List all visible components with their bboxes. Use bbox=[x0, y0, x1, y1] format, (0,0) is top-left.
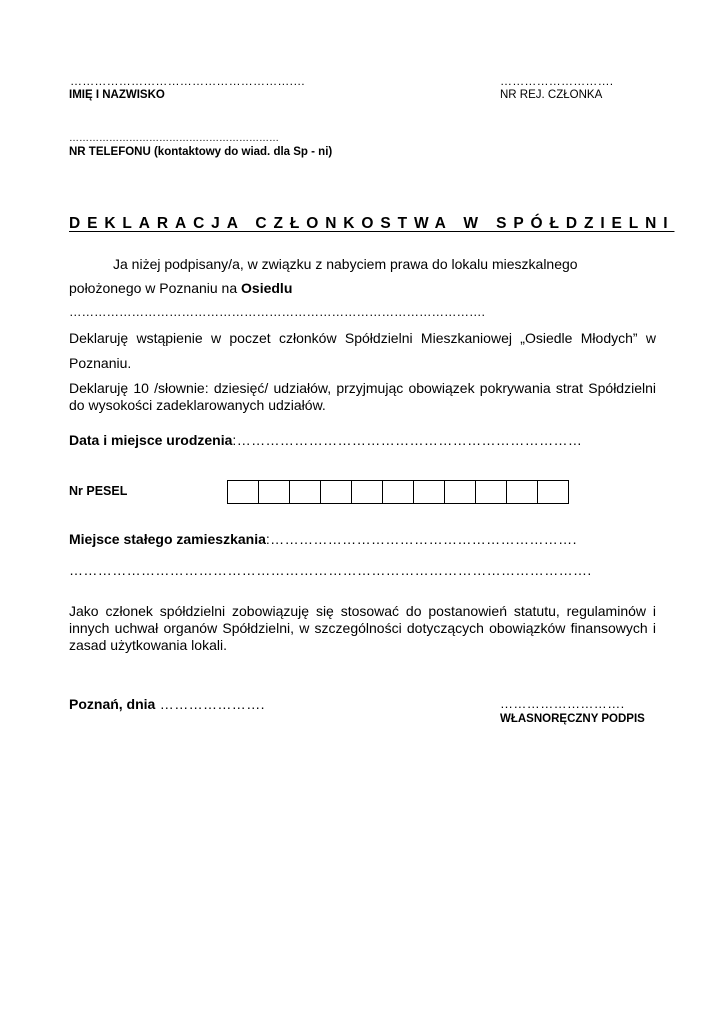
signature-dots-line: ………………………. bbox=[500, 696, 625, 711]
birth-label: Data i miejsce urodzenia bbox=[69, 432, 233, 448]
member-number-dots-line: ………………………. bbox=[500, 74, 614, 88]
pesel-digit-box[interactable] bbox=[321, 481, 352, 503]
intro-line-2-text: położonego w Poznaniu na bbox=[69, 280, 242, 296]
place-date-label: Poznań, dnia bbox=[69, 696, 156, 712]
declaration-membership: Deklaruję wstąpienie w poczet członków Spółdzielni Mieszkaniowej „Osiedle Młodych” w bbox=[69, 330, 656, 346]
residence-dots-line-2: ………………………………………………………………………………………………. bbox=[69, 562, 592, 578]
residence-field bbox=[69, 531, 577, 549]
estate-dots-line: ………………………………………………………………………………………. bbox=[69, 305, 485, 319]
member-number-label: NR REJ. CZŁONKA bbox=[500, 89, 603, 101]
date-dots-line: …………………. bbox=[159, 696, 265, 712]
pesel-digit-box[interactable] bbox=[352, 481, 383, 503]
pesel-grid[interactable] bbox=[227, 480, 569, 504]
intro-line-2 bbox=[69, 280, 292, 297]
place-date-field bbox=[69, 696, 265, 714]
declaration-membership-cont: Poznaniu. bbox=[69, 355, 132, 371]
pesel-digit-box[interactable] bbox=[507, 481, 538, 503]
pesel-digit-box[interactable] bbox=[414, 481, 445, 503]
name-dots-line: ……………………………………………….… bbox=[70, 74, 306, 88]
phone-label: NR TELEFONU (kontaktowy do wiad. dla Sp - ni) bbox=[69, 146, 333, 158]
pesel-digit-box[interactable] bbox=[445, 481, 476, 503]
estate-label: Osiedlu bbox=[241, 280, 293, 296]
pesel-digit-box[interactable] bbox=[383, 481, 414, 503]
pesel-label: Nr PESEL bbox=[69, 484, 128, 498]
pesel-digit-box[interactable] bbox=[228, 481, 259, 503]
residence-dots-line: :………………………………………………………. bbox=[265, 531, 577, 547]
page-title: DEKLARACJA CZŁONKOSTWA W SPÓŁDZIELNI bbox=[69, 215, 675, 232]
phone-dots-line: ……………………………………………………… bbox=[69, 133, 279, 144]
birth-dots-line: :……………………………………………………………… bbox=[232, 432, 583, 448]
pesel-digit-box[interactable] bbox=[538, 481, 568, 503]
signature-label: WŁASNORĘCZNY PODPIS bbox=[500, 713, 645, 725]
pesel-digit-box[interactable] bbox=[259, 481, 290, 503]
pesel-digit-box[interactable] bbox=[290, 481, 321, 503]
intro-line-1: Ja niżej podpisany/a, w związku z nabyciem prawa do lokalu mieszkalnego bbox=[113, 256, 578, 272]
pesel-digit-box[interactable] bbox=[476, 481, 507, 503]
birth-field bbox=[69, 432, 582, 450]
obligation-paragraph: Jako członek spółdzielni zobowiązuję się stosować do postanowień statutu, regulaminów i innych uchwał organów Spółdzielni, w szczególności dotyczących obowiązków finansowych i zasad użytkowania lokali. bbox=[69, 603, 656, 653]
name-label: IMIĘ I NAZWISKO bbox=[69, 89, 165, 101]
declaration-shares: Deklaruję 10 /słownie: dziesięć/ udziałów, przyjmując obowiązek pokrywania strat Spółdzielni do wysokości zadeklarowanych udziałów. bbox=[69, 380, 656, 413]
residence-label: Miejsce stałego zamieszkania bbox=[69, 531, 266, 547]
